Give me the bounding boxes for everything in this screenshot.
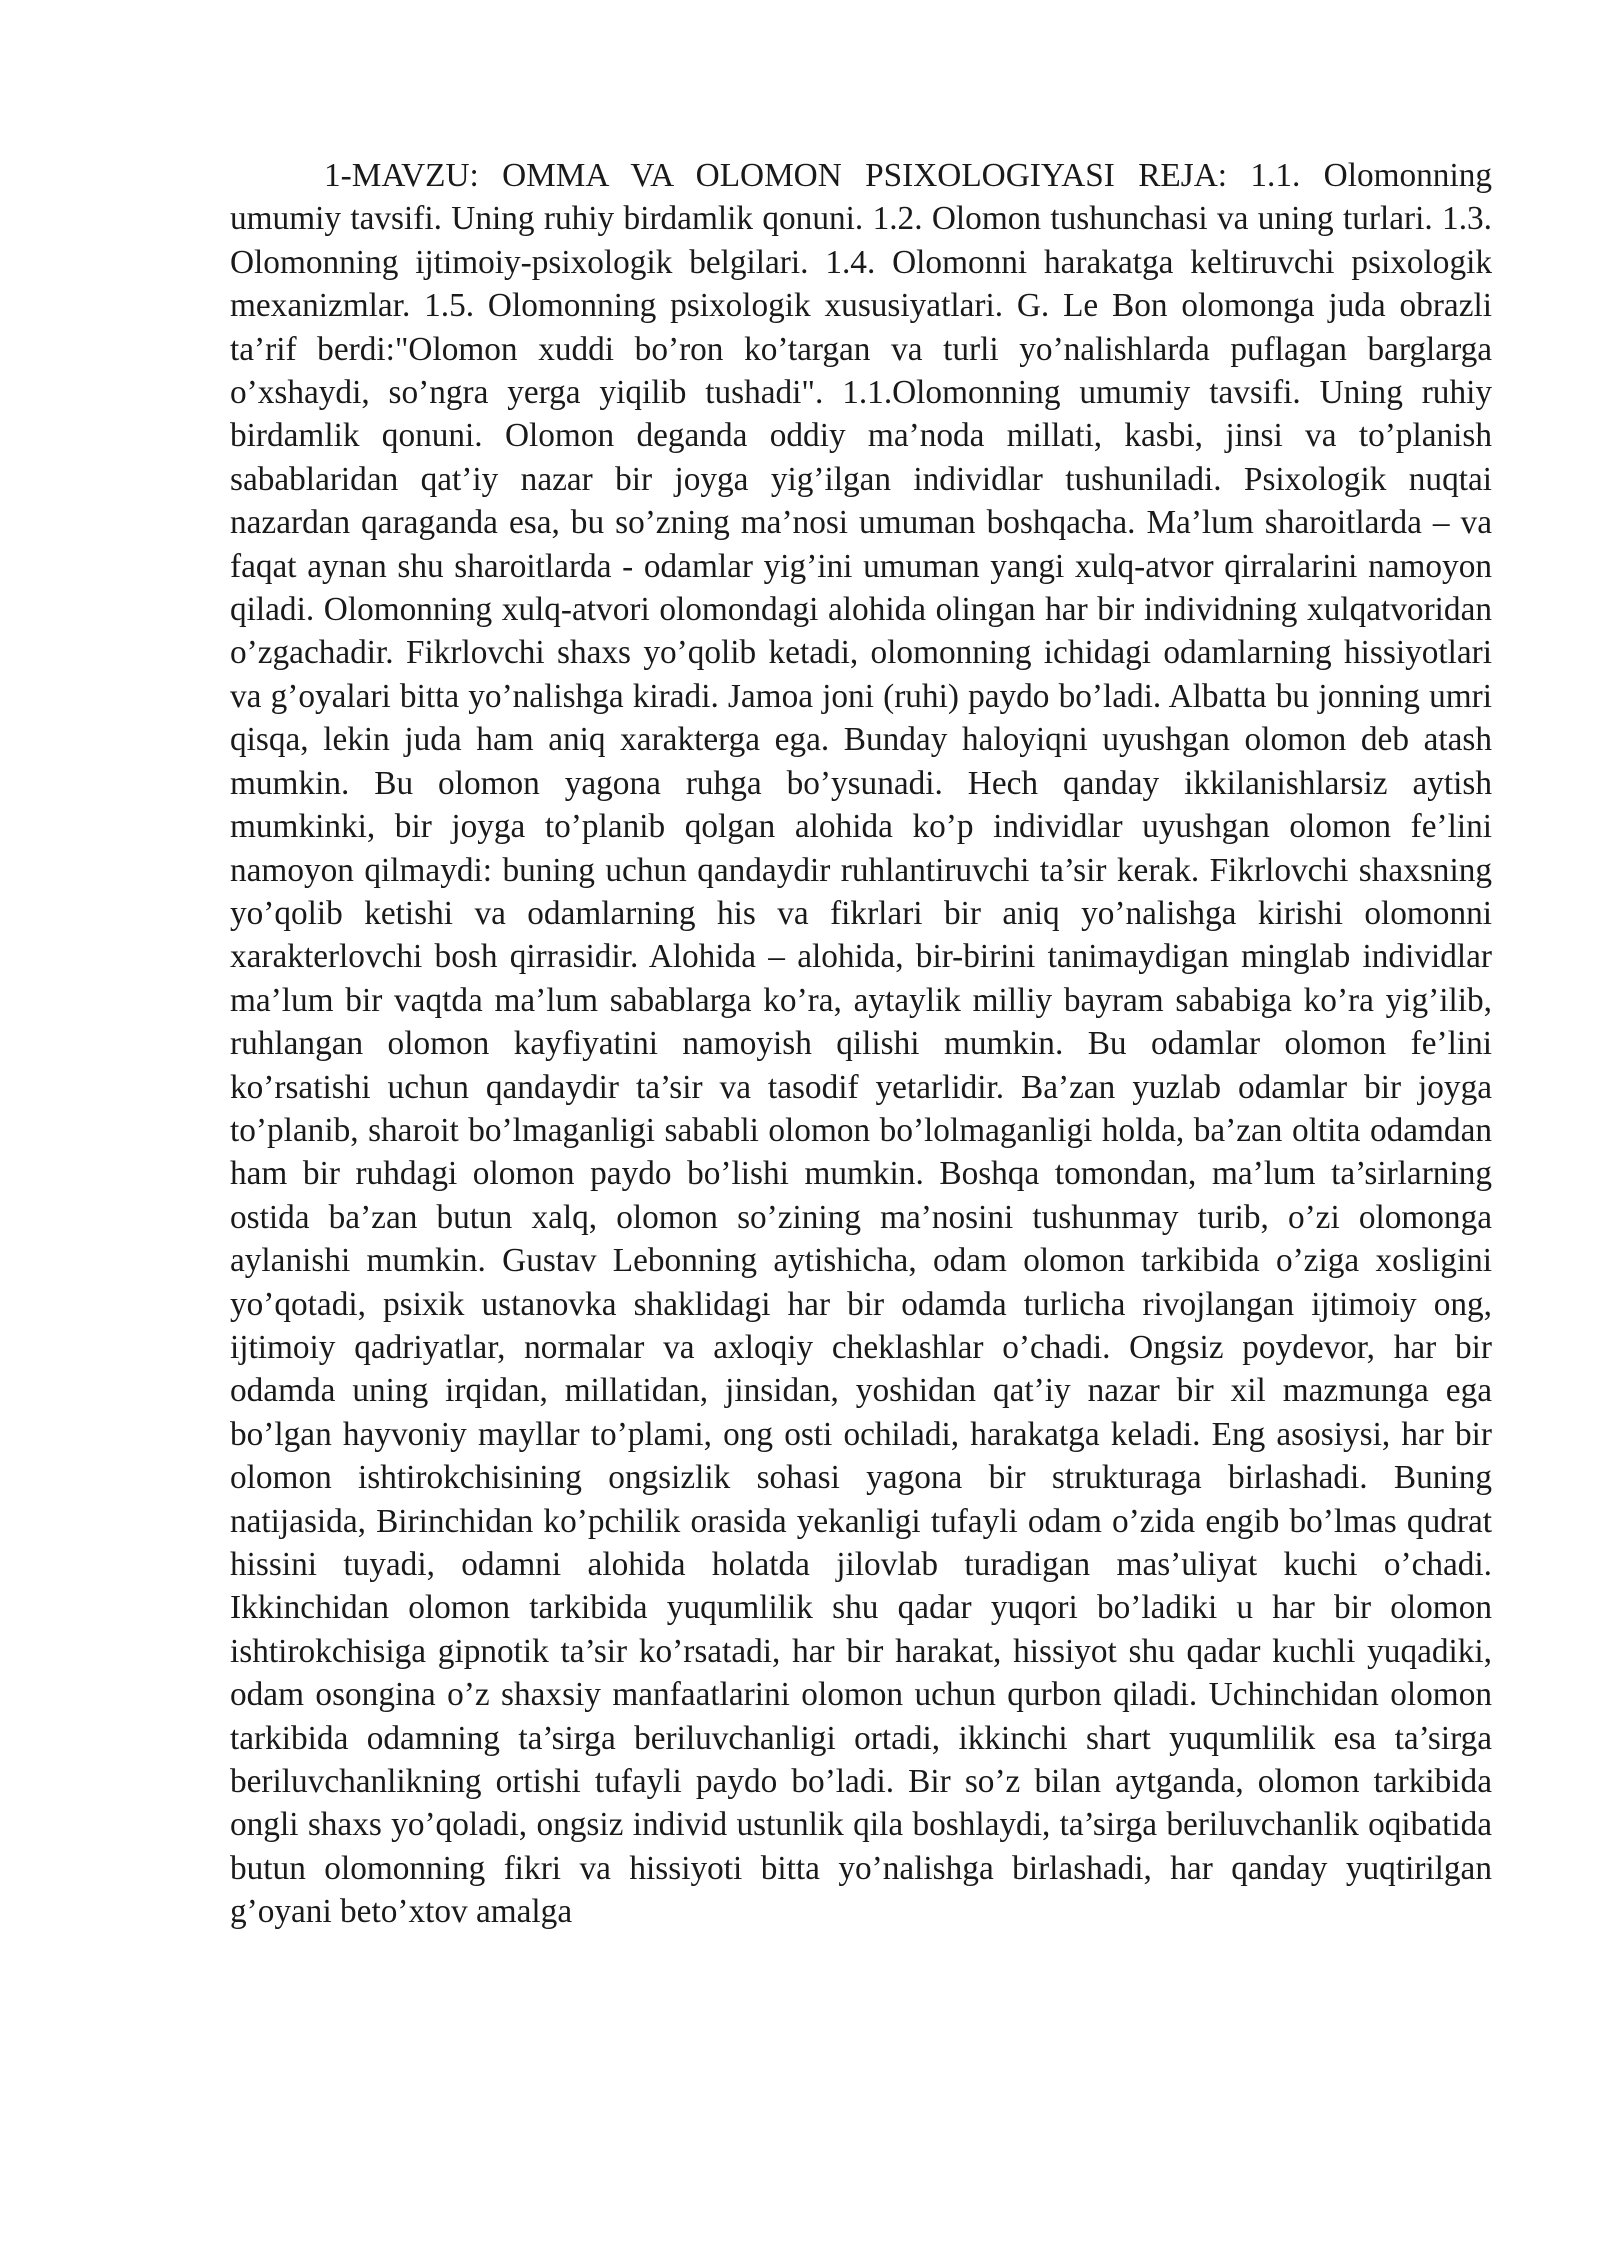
body-paragraph: 1-MAVZU: OMMA VA OLOMON PSIXOLOGIYASI REJA: 1.1. Olomonning umumiy tavsifi. Uning ruhiy birdamlik qonuni. 1.2. Olomon tushunchasi va uning turlari. 1.3. Olomonning ijtimoiy-psixologik belgilari. 1.4. Olomonni harakatga keltiruvchi psixologik mexanizmlar. 1.5. Olomonning psixologik xususiyatlari. G. Le Bon olomonga juda obrazli ta’rif berdi:"Olomon xuddi bo’ron ko’targan va turli yo’nalishlarda puflagan barglarga o’xshaydi, so’ngra yerga yiqilib tushadi". 1.1.Olomonning umumiy tavsifi. Uning ruhiy birdamlik qonuni. Olomon deganda oddiy ma’noda millati, kasbi, jinsi va to’planish sabablaridan qat’iy nazar bir joyga yig’ilgan individlar tushuniladi. Psixologik nuqtai nazardan qaraganda esa, bu so’zning ma’nosi umuman boshqacha. Ma’lum sharoitlarda – va faqat aynan shu sharoitlarda - odamlar yig’ini umuman yangi xulq-atvor qirralarini namoyon qiladi. Olomonning xulq-atvori olomondagi alohida olingan har bir individning xulqatvoridan o’zgachadir. Fikrlovchi shaxs yo’qolib ketadi, olomonning ichidagi odamlarning hissiyotlari va g’oyalari bitta yo’nalishga kiradi. Jamoa joni (ruhi) paydo bo’ladi. Albatta bu jonning umri qisqa, lekin juda ham aniq xarakterga ega. Bunday haloyiqni uyushgan olomon deb atash mumkin. Bu olomon yagona ruhga bo’ysunadi. Hech qanday ikkilanishlarsiz aytish mumkinki, bir joyga to’planib qolgan alohida ko’p individlar uyushgan olomon fe’lini namoyon qilmaydi: buning uchun qandaydir ruhlantiruvchi ta’sir kerak. Fikrlovchi shaxsning yo’qolib ketishi va odamlarning his va fikrlari bir aniq yo’nalishga kirishi olomonni xarakterlovchi bosh qirrasidir. Alohida – alohida, bir-birini tanimaydigan minglab individlar ma’lum bir vaqtda ma’lum sabablarga ko’ra, aytaylik milliy bayram sababiga ko’ra yig’ilib, ruhlangan olomon kayfiyatini namoyish qilishi mumkin. Bu odamlar olomon fe’lini ko’rsatishi uchun qandaydir ta’sir va tasodif yetarlidir. Ba’zan yuzlab odamlar bir joyga to’planib, sharoit bo’lmaganligi sababli olomon bo’lolmaganligi holda, ba’zan oltita odamdan ham bir ruhdagi olomon paydo bo’lishi mumkin. Boshqa tomondan, ma’lum ta’sirlarning ostida ba’zan butun xalq, olomon so’zining ma’nosini tushunmay turib, o’zi olomonga aylanishi mumkin. Gustav Lebonning aytishicha, odam olomon tarkibida o’ziga xosligini yo’qotadi, psixik ustanovka shaklidagi har bir odamda turlicha rivojlangan ijtimoiy ong, ijtimoiy qadriyatlar, normalar va axloqiy cheklashlar o’chadi. Ongsiz poydevor, har bir odamda uning irqidan, millatidan, jinsidan, yoshidan qat’iy nazar bir xil mazmunga ega bo’lgan hayvoniy mayllar to’plami, ong osti ochiladi, harakatga keladi. Eng asosiysi, har bir olomon ishtirokchisining ongsizlik sohasi yagona bir strukturaga birlashadi. Buning natijasida, Birinchidan ko’pchilik orasida yekanligi tufayli odam o’zida engib bo’lmas qudrat hissini tuyadi, odamni alohida holatda jilovlab turadigan mas’uliyat kuchi o’chadi. Ikkinchidan olomon tarkibida yuqumlilik shu qadar yuqori bo’ladiki u har bir olomon ishtirokchisiga gipnotik ta’sir ko’rsatadi, har bir harakat, hissiyot shu qadar kuchli yuqadiki, odam osongina o’z shaxsiy manfaatlarini olomon uchun qurbon qiladi. Uchinchidan olomon tarkibida odamning ta’sirga beriluvchanligi ortadi, ikkinchi shart yuqumlilik esa ta’sirga beriluvchanlikning ortishi tufayli paydo bo’ladi. Bir so’z bilan aytganda, olomon tarkibida ongli shaxs yo’qoladi, ongsiz individ ustunlik qila boshlaydi, ta’sirga beriluvchanlik oqibatida butun olomonning fikri va hissiyoti bitta yo’nalishga birlashadi, har qanday yuqtirilgan g’oyani beto’xtov amalga [230, 157, 1492, 1931]
